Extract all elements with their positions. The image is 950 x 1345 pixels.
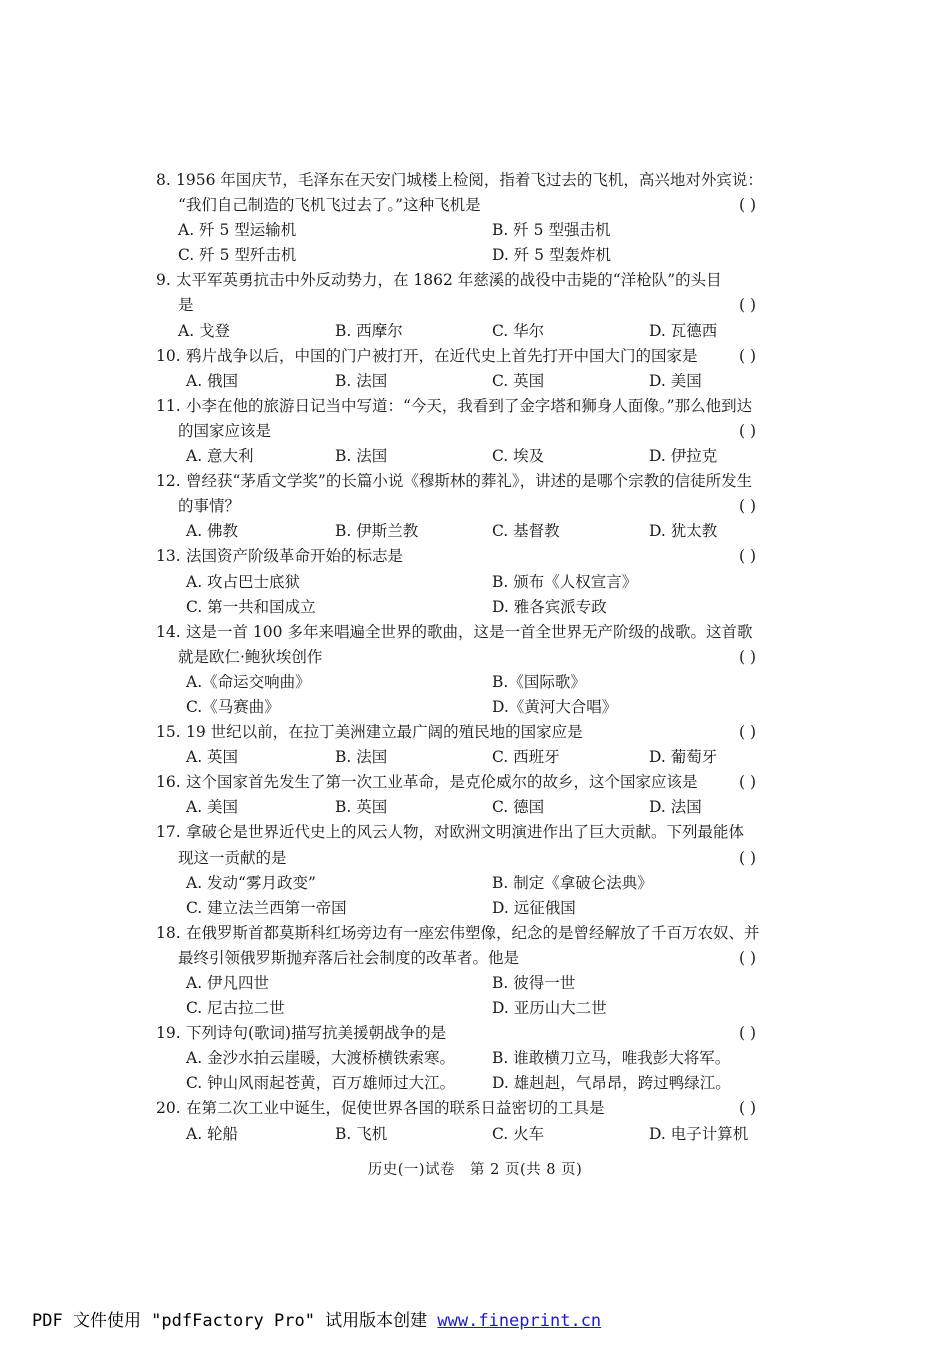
pdf-watermark <box>32 1306 601 1331</box>
answer-option: B. 法国 <box>335 371 388 390</box>
question-stem-continued: “我们自己制造的飞机飞过去了。”这种飞机是 <box>178 196 481 215</box>
answer-option: C. 德国 <box>492 798 545 817</box>
exam-questions <box>0 168 950 1147</box>
answer-option: C. 华尔 <box>492 321 545 340</box>
options-row <box>0 745 950 770</box>
watermark-link[interactable]: www.fineprint.cn <box>437 1311 602 1331</box>
answer-option: A. 俄国 <box>186 371 239 390</box>
answer-option: D. 雅各宾派专政 <box>492 597 607 616</box>
question-line <box>0 344 950 369</box>
question-number: 8. <box>156 171 171 189</box>
answer-option: A. 英国 <box>186 748 239 767</box>
question-line <box>0 394 950 419</box>
answer-option: B. 飞机 <box>335 1124 388 1143</box>
options-row <box>0 996 950 1021</box>
options-row <box>0 595 950 620</box>
answer-parentheses: ( ) <box>739 723 757 742</box>
answer-option: D. 伊拉克 <box>649 447 718 466</box>
answer-option: B. 谁敢横刀立马，唯我彭大将军。 <box>492 1049 731 1068</box>
answer-option: A. 伊凡四世 <box>186 974 270 992</box>
question-stem: 拿破仑是世界近代史上的风云人物，对欧洲文明演进作出了巨大贡献。下列最能体 <box>186 823 745 842</box>
answer-option: C. 歼 5 型歼击机 <box>178 246 297 265</box>
question-line <box>0 469 950 494</box>
options-row <box>0 444 950 469</box>
answer-option: D. 电子计算机 <box>649 1124 749 1143</box>
answer-option: D. 犹太教 <box>649 522 718 541</box>
answer-parentheses: ( ) <box>739 346 757 365</box>
question-stem: 在俄罗斯首都莫斯科红场旁边有一座宏伟塑像，纪念的是曾经解放了千百万农奴、并 <box>186 923 760 942</box>
answer-option: C. 建立法兰西第一帝国 <box>186 898 347 917</box>
page-footer: 历史(一)试卷 第 2 页(共 8 页) <box>367 1162 583 1178</box>
question-number: 20. <box>156 1099 181 1118</box>
answer-option: A. 歼 5 型运输机 <box>178 221 297 240</box>
question-stem-continued: 最终引领俄罗斯抛弃落后社会制度的改革者。他是 <box>178 948 520 967</box>
options-row <box>0 243 950 268</box>
answer-option: B. 彼得一世 <box>492 974 576 992</box>
question-line <box>0 544 950 569</box>
options-row <box>0 218 950 243</box>
answer-option: B. 制定《拿破仑法典》 <box>492 873 653 892</box>
question-number: 9. <box>156 271 171 290</box>
question-number: 11. <box>156 396 181 415</box>
answer-parentheses: ( ) <box>739 948 757 967</box>
answer-option: C. 基督教 <box>492 522 560 541</box>
question-number: 14. <box>156 622 181 641</box>
answer-option: A. 佛教 <box>186 522 239 541</box>
question-line <box>0 770 950 795</box>
question-line <box>0 168 950 193</box>
question-number: 17. <box>156 823 181 842</box>
question-stem: 下列诗句(歌词)描写抗美援朝战争的是 <box>186 1024 447 1043</box>
question-line <box>0 720 950 745</box>
question-stem: 小李在他的旅游日记当中写道：“今天，我看到了金字塔和狮身人面像。”那么他到达 <box>186 396 753 415</box>
options-row <box>0 670 950 695</box>
answer-option: C. 西班牙 <box>492 748 560 767</box>
question-stem: 曾经获“茅盾文学奖”的长篇小说《穆斯林的葬礼》，讲述的是哪个宗教的信徒所发生 <box>186 472 753 491</box>
question-line <box>0 419 950 444</box>
options-row <box>0 971 950 996</box>
answer-option: D.《黄河大合唱》 <box>492 697 618 716</box>
question-number: 10. <box>156 346 181 365</box>
answer-option: D. 法国 <box>649 798 702 817</box>
question-number: 15. <box>156 723 181 742</box>
question-stem: 这是一首 100 多年来唱遍全世界的歌曲，这是一首全世界无产阶级的战歌。这首歌 <box>186 622 753 641</box>
answer-option: A. 美国 <box>186 798 239 817</box>
answer-option: B. 西摩尔 <box>335 321 403 340</box>
question-stem: 1956 年国庆节，毛泽东在天安门城楼上检阅，指着飞过去的飞机，高兴地对外宾说： <box>176 171 763 189</box>
answer-option: B. 法国 <box>335 748 388 767</box>
answer-option: C. 埃及 <box>492 447 545 466</box>
answer-option: C.《马赛曲》 <box>186 697 280 716</box>
watermark-text: PDF 文件使用 "pdfFactory Pro" 试用版本创建 <box>32 1311 438 1331</box>
answer-parentheses: ( ) <box>739 196 757 215</box>
options-row <box>0 1046 950 1071</box>
question-line <box>0 1096 950 1121</box>
answer-parentheses: ( ) <box>739 1024 757 1043</box>
answer-option: D. 远征俄国 <box>492 898 576 917</box>
answer-option: B. 颁布《人权宣言》 <box>492 572 638 591</box>
question-line <box>0 293 950 318</box>
answer-parentheses: ( ) <box>739 497 757 516</box>
question-stem: 在第二次工业中诞生，促使世界各国的联系日益密切的工具是 <box>186 1099 605 1118</box>
question-stem-continued: 就是欧仁·鲍狄埃创作 <box>178 647 323 666</box>
answer-option: D. 美国 <box>649 371 702 390</box>
question-stem-continued: 的国家应该是 <box>178 421 272 440</box>
question-stem: 19 世纪以前，在拉丁美洲建立最广阔的殖民地的国家应是 <box>186 723 583 742</box>
options-row <box>0 519 950 544</box>
answer-parentheses: ( ) <box>739 296 757 315</box>
answer-option: B.《国际歌》 <box>492 672 586 691</box>
answer-option: A. 意大利 <box>186 447 254 466</box>
question-line <box>0 620 950 645</box>
answer-parentheses: ( ) <box>739 421 757 440</box>
question-line <box>0 193 950 218</box>
question-number: 12. <box>156 472 181 491</box>
answer-option: D. 葡萄牙 <box>649 748 718 767</box>
answer-option: D. 歼 5 型轰炸机 <box>492 246 611 265</box>
answer-option: C. 第一共和国成立 <box>186 597 316 616</box>
options-row <box>0 871 950 896</box>
answer-option: B. 法国 <box>335 447 388 466</box>
options-row <box>0 319 950 344</box>
question-stem: 鸦片战争以后，中国的门户被打开，在近代史上首先打开中国大门的国家是 <box>186 346 698 365</box>
answer-parentheses: ( ) <box>739 773 757 792</box>
options-row <box>0 695 950 720</box>
answer-option: B. 伊斯兰教 <box>335 522 419 541</box>
answer-parentheses: ( ) <box>739 547 757 566</box>
options-row <box>0 896 950 921</box>
answer-option: C. 英国 <box>492 371 545 390</box>
question-number: 16. <box>156 773 181 792</box>
question-stem: 太平军英勇抗击中外反动势力，在 1862 年慈溪的战役中击毙的“洋枪队”的头目 <box>176 271 722 290</box>
answer-option: A. 金沙水拍云崖暖，大渡桥横铁索寒。 <box>186 1049 456 1068</box>
question-line <box>0 1021 950 1046</box>
question-stem: 法国资产阶级革命开始的标志是 <box>186 547 404 566</box>
answer-option: C. 钟山风雨起苍黄，百万雄师过大江。 <box>186 1074 456 1093</box>
question-line <box>0 846 950 871</box>
answer-parentheses: ( ) <box>739 1099 757 1118</box>
question-stem-continued: 是 <box>178 296 194 315</box>
question-line <box>0 921 950 946</box>
answer-option: D. 瓦德西 <box>649 321 718 340</box>
answer-option: C. 火车 <box>492 1124 545 1143</box>
question-line <box>0 494 950 519</box>
question-stem-continued: 现这一贡献的是 <box>178 848 287 867</box>
question-line <box>0 946 950 971</box>
question-number: 18. <box>156 923 181 942</box>
options-row <box>0 1071 950 1096</box>
answer-option: A. 轮船 <box>186 1124 239 1143</box>
answer-option: B. 英国 <box>335 798 388 817</box>
answer-option: A. 攻占巴士底狱 <box>186 572 301 591</box>
answer-option: B. 歼 5 型强击机 <box>492 221 611 240</box>
answer-parentheses: ( ) <box>739 647 757 666</box>
question-stem: 这个国家首先发生了第一次工业革命，是克伦威尔的故乡，这个国家应该是 <box>186 773 698 792</box>
options-row <box>0 369 950 394</box>
answer-option: A. 发动“雾月政变” <box>186 873 316 892</box>
options-row <box>0 1122 950 1147</box>
question-line <box>0 645 950 670</box>
question-line <box>0 268 950 293</box>
question-line <box>0 820 950 845</box>
options-row <box>0 570 950 595</box>
answer-option: A. 戈登 <box>178 321 231 340</box>
answer-option: A.《命运交响曲》 <box>186 672 311 691</box>
options-row <box>0 795 950 820</box>
answer-option: D. 亚历山大二世 <box>492 999 607 1018</box>
answer-parentheses: ( ) <box>739 848 757 867</box>
question-number: 13. <box>156 547 181 566</box>
question-number: 19. <box>156 1024 181 1043</box>
answer-option: D. 雄赳赳，气昂昂，跨过鸭绿江。 <box>492 1074 731 1093</box>
question-stem-continued: 的事情？ <box>178 497 241 516</box>
answer-option: C. 尼古拉二世 <box>186 999 285 1018</box>
